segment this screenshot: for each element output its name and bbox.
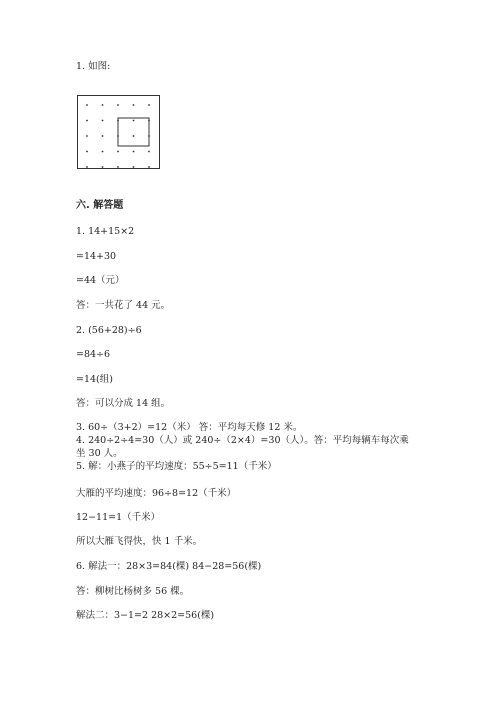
answer-line: 1. 14+15×2 (76, 226, 135, 237)
answer-line: =84÷6 (76, 349, 111, 360)
answer-line: 3. 60÷（3+2）=12（米） 答：平均每天修 12 米。 (76, 422, 303, 433)
answer-line: 4. 240÷2÷4=30（人）或 240÷（2×4）=30（人）。答：平均每辆车每次乘 (76, 435, 409, 446)
answer-line: 6. 解法一：28×3=84(棵) 84−28=56(棵) (76, 561, 262, 572)
answer-line: 答：可以分成 14 组。 (76, 398, 171, 409)
answer-line: 12−11=1（千米） (76, 512, 161, 523)
grid-dot (117, 104, 119, 106)
grid-dot (102, 166, 104, 168)
answer-line: =14+30 (76, 251, 117, 262)
grid-dot (133, 104, 135, 106)
grid-dot (117, 166, 119, 168)
grid-dot (133, 135, 135, 137)
grid-dot (102, 120, 104, 122)
grid-dot (86, 104, 88, 106)
grid-dot (102, 151, 104, 153)
grid-dot (86, 135, 88, 137)
answer-line: 答：柳树比杨树多 56 棵。 (76, 586, 190, 597)
answer-line: 大雁的平均速度：96÷8=12（千米） (76, 488, 237, 499)
grid-dot (102, 104, 104, 106)
grid-dot (102, 135, 104, 137)
grid-dot (86, 120, 88, 122)
grid-dot (86, 151, 88, 153)
answer-line: 所以大雁飞得快，快 1 千米。 (76, 536, 203, 547)
answer-line: =44（元） (76, 275, 125, 286)
intro-label: 1. 如图: (76, 61, 111, 72)
grid-dot (86, 166, 88, 168)
grid-dot (133, 151, 135, 153)
grid-dot (117, 151, 119, 153)
answer-line: 坐 30 人。 (76, 448, 123, 459)
inner-square (118, 118, 149, 146)
answer-line: =14(组) (76, 374, 113, 385)
answer-line: 2. (56+28)÷6 (76, 325, 142, 336)
grid-dot (148, 166, 150, 168)
dot-grid-figure (77, 95, 160, 169)
answer-line: 解法二：3−1=2 28×2=56(棵) (76, 610, 215, 621)
answer-line: 5. 解：小燕子的平均速度：55÷5=11（千米） (76, 461, 277, 472)
answer-line: 答：一共花了 44 元。 (76, 300, 171, 311)
grid-dot (133, 166, 135, 168)
section-heading: 六. 解答题 (76, 200, 124, 211)
grid-dot (148, 151, 150, 153)
grid-dot (148, 104, 150, 106)
grid-dot (133, 120, 135, 122)
